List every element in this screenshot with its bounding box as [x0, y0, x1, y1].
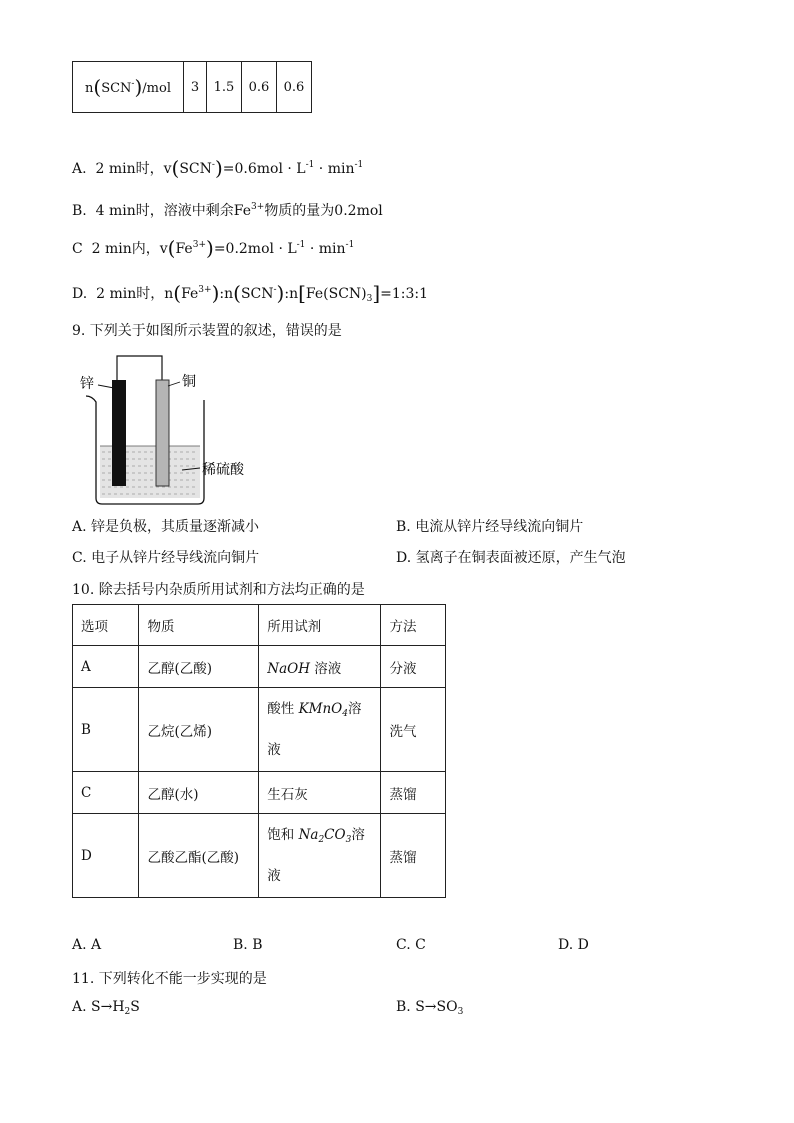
header-reagent: 所用试剂 [259, 605, 381, 646]
q8-option-c: C 2 min内，$v(Fe^{3+})=0.2mol \cdot L^{-1} \cdot \min^{-1}$ [72, 236, 355, 260]
table-header-row [73, 605, 446, 646]
galvanic-cell-diagram [78, 352, 278, 512]
q9-stem: 9. 下列关于如图所示装置的叙述，错误的是 [72, 323, 342, 339]
q10-option-d: D. D [558, 937, 589, 953]
copper-electrode [156, 380, 169, 486]
q9-option-a: A. 锌是负极，其质量逐渐减小 [72, 519, 260, 535]
scn-value-2: 0.6 [242, 62, 277, 113]
wire [117, 356, 162, 380]
header-method: 方法 [381, 605, 446, 646]
q10-option-b: B. B [233, 937, 263, 953]
q11-stem: 11. 下列转化不能一步实现的是 [72, 971, 267, 987]
q11-option-a: A. $S\to H_2S$ [72, 999, 140, 1017]
q10-option-c: C. C [396, 937, 426, 953]
copper-label: 铜 [182, 374, 196, 390]
scn-value-3: 0.6 [277, 62, 312, 113]
q11-option-b: B. $S\to SO_3$ [396, 999, 464, 1017]
header-option: 选项 [73, 605, 139, 646]
q8-option-a: A. 2 min时，$v(SCN^-)=0.6mol \cdot L^{-1} \cdot \min^{-1}$ [72, 156, 364, 180]
scn-table [72, 61, 312, 113]
q10-stem: 10. 除去括号内杂质所用试剂和方法均正确的是 [72, 582, 365, 598]
q10-table [72, 604, 446, 898]
q9-option-c: C. 电子从锌片经导线流向铜片 [72, 550, 260, 566]
header-substance: 物质 [139, 605, 259, 646]
table-row: B 乙烷(乙烯) 酸性 KMnO$_4$溶 液 洗气 [73, 688, 446, 772]
scn-value-0: 3 [184, 62, 207, 113]
q9-option-b: B. 电流从锌片经导线流向铜片 [396, 519, 584, 535]
zinc-label: 锌 [80, 376, 94, 392]
q10-option-a: A. A [72, 937, 102, 953]
q8-option-d: D. 2 min时，$n(Fe^{3+}):n(SCN^-):n[Fe(SCN)_3]=1:3:1$ [72, 281, 429, 305]
scn-value-1: 1.5 [207, 62, 242, 113]
table-row: D 乙酸乙酯(乙酸) 饱和 $Na_2CO_3$溶 液 蒸馏 [73, 814, 446, 898]
q9-option-d: D. 氢离子在铜表面被还原，产生气泡 [396, 550, 626, 566]
table-row: C 乙醇(水) 生石灰 蒸馏 [73, 772, 446, 814]
zinc-electrode [112, 380, 126, 486]
table-row: A 乙醇(乙酸) NaOH 溶液 分液 [73, 646, 446, 688]
acid-label: 稀硫酸 [202, 462, 244, 478]
scn-table-label: n(SCN-)/mol [73, 62, 184, 113]
q8-option-b: B. 4 min时，溶液中剩余$Fe^{3+}$物质的量为0.2mol [72, 202, 383, 219]
